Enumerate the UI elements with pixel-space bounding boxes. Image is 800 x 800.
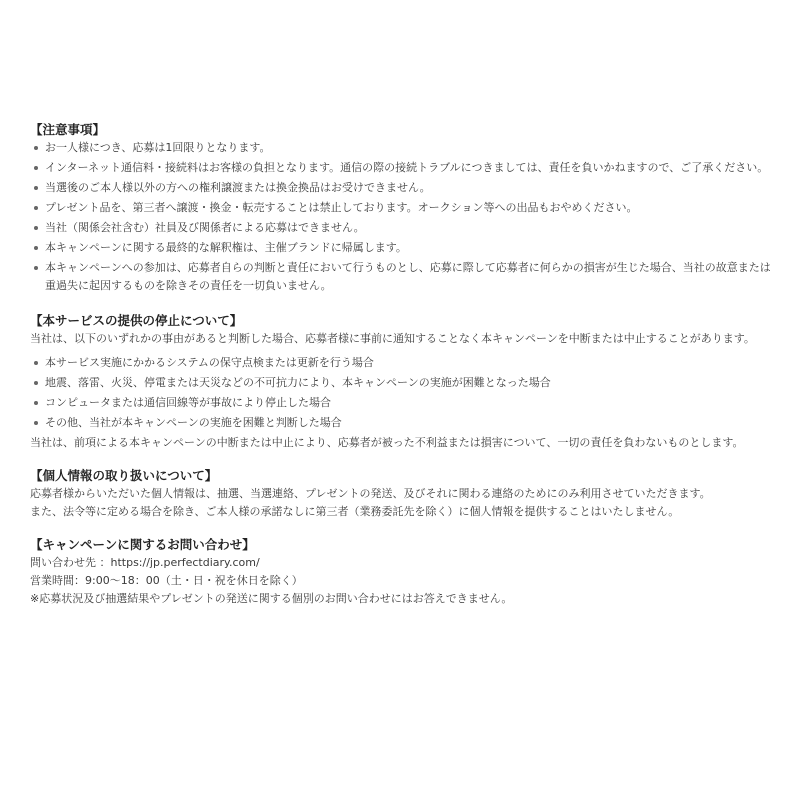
- list-item: 本キャンペーンに関する最終的な解釈権は、主催ブランドに帰属します。: [30, 239, 775, 257]
- list-item: 本サービス実施にかかるシステムの保守点検または更新を行う場合: [30, 354, 775, 372]
- suspension-list: [30, 354, 775, 432]
- bullet-dot-icon: [34, 206, 38, 210]
- privacy-line: 応募者様からいただいた個人情報は、抽選、当選連絡、プレゼントの発送、及びそれに関わる連絡のためにのみ利用させていただきます。: [30, 487, 711, 500]
- bullet-dot-icon: [34, 186, 38, 190]
- bullet-dot-icon: [34, 401, 38, 405]
- bullet-dot-icon: [34, 421, 38, 425]
- bullet-dot-icon: [34, 226, 38, 230]
- notes-heading: 【注意事項】: [30, 122, 106, 137]
- bullet-dot-icon: [34, 361, 38, 365]
- bullet-dot-icon: [34, 381, 38, 385]
- privacy-line: また、法令等に定める場合を除き、ご本人様の承諾なしに第三者（業務委託先を除く）に個人情報を提供することはいたしません。: [30, 505, 680, 518]
- list-item: プレゼント品を、第三者へ譲渡・換金・転売することは禁止しております。オークション等への出品もおやめください。: [30, 199, 775, 217]
- business-hours: 営業時間：9:00〜18：00（土・日・祝を休日を除く）: [30, 574, 303, 587]
- contact-heading: 【キャンペーンに関するお問い合わせ】: [30, 537, 255, 552]
- contact-url: 問い合わせ先 ：https://jp.perfectdiary.com/: [30, 556, 260, 569]
- list-item: 当社（関係会社含む）社員及び関係者による応募はできません。: [30, 219, 775, 237]
- suspension-outro: 当社は、前項による本キャンペーンの中断または中止により、応募者が被った不利益または損害について、一切の責任を負わないものとします。: [30, 436, 744, 449]
- bullet-dot-icon: [34, 166, 38, 170]
- list-item: 当選後のご本人様以外の方への権利譲渡または換金換品はお受けできません。: [30, 179, 775, 197]
- privacy-heading: 【個人情報の取り扱いについて】: [30, 468, 218, 483]
- bullet-dot-icon: [34, 146, 38, 150]
- suspension-intro: 当社は、以下のいずれかの事由があると判断した場合、応募者様に事前に通知することなく本キャンペーンを中断または中止することがあります。: [30, 332, 755, 345]
- list-item: お一人様につき、応募は1回限りとなります。: [30, 139, 775, 157]
- list-item: インターネット通信料・接続料はお客様の負担となります。通信の際の接続トラブルにつきましては、責任を負いかねますので、ご了承ください。: [30, 159, 775, 177]
- list-item: その他、当社が本キャンペーンの実施を困難と判断した場合: [30, 414, 775, 432]
- suspension-heading: 【本サービスの提供の停止について】: [30, 313, 243, 328]
- bullet-dot-icon: [34, 246, 38, 250]
- contact-note: ※応募状況及び抽選結果やプレゼントの発送に関する個別のお問い合わせにはお答えできません。: [30, 592, 513, 605]
- notes-list: [30, 139, 775, 295]
- list-item: 本キャンペーンへの参加は、応募者自らの判断と責任において行うものとし、応募に際して応募者に何らかの損害が生じた場合、当社の故意または重過失に起因するものを除きその責任を一切負いません。: [30, 259, 775, 295]
- bullet-dot-icon: [34, 266, 38, 270]
- campaign-terms: [30, 121, 775, 608]
- list-item: コンピュータまたは通信回線等が事故により停止した場合: [30, 394, 775, 412]
- list-item: 地震、落雷、火災、停電または天災などの不可抗力により、本キャンペーンの実施が困難となった場合: [30, 374, 775, 392]
